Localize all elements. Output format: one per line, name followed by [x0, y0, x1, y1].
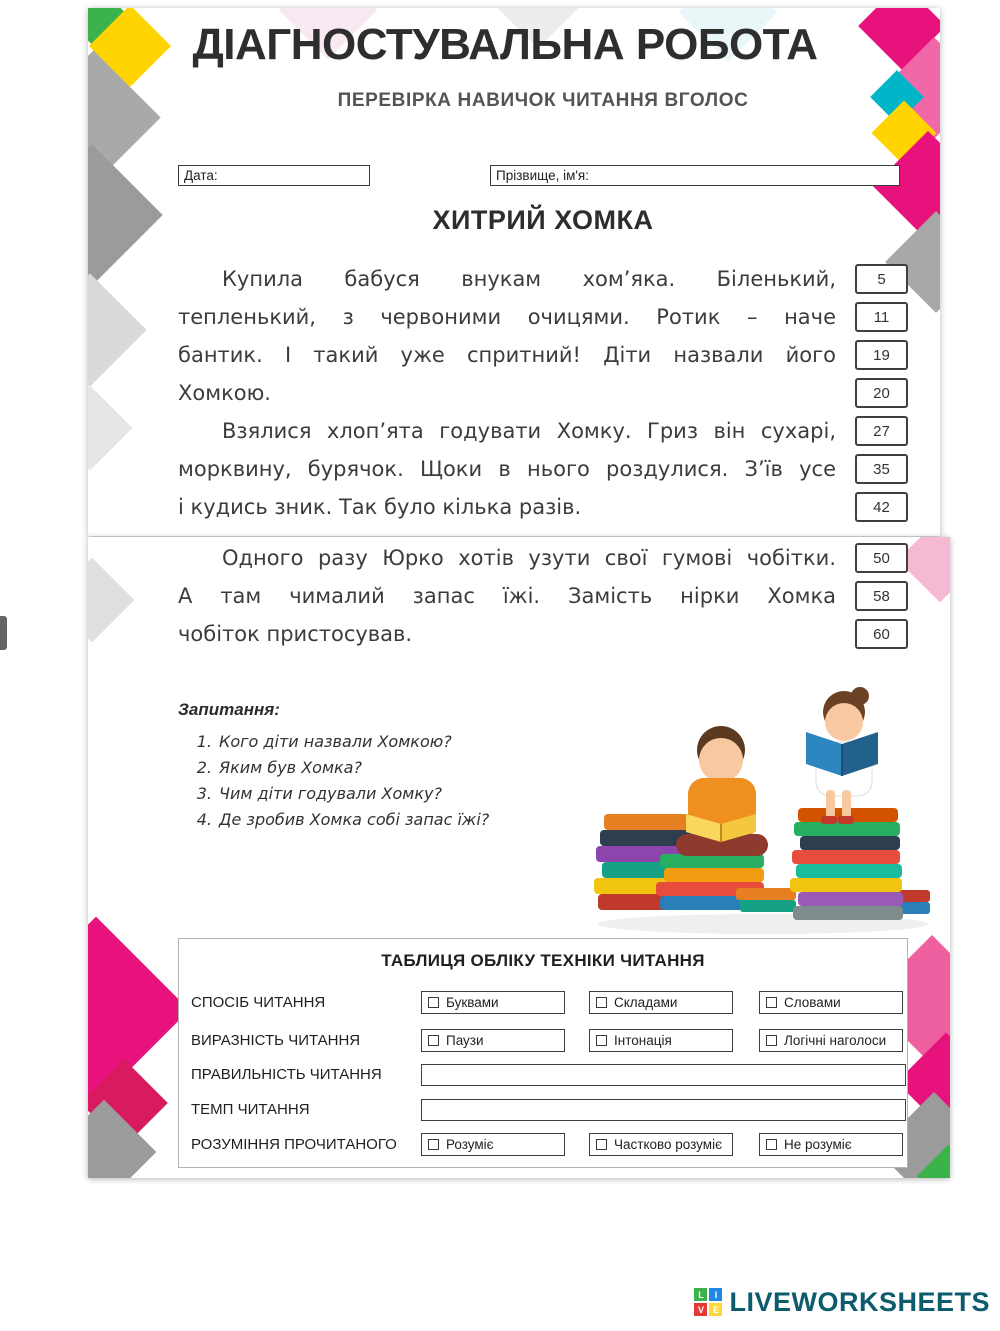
story-text	[178, 260, 908, 653]
story-line-text: морквину, бурячок. Щоки в нього роздулися. З’їв усе	[178, 457, 836, 481]
table-row	[191, 1098, 909, 1122]
story-line-text: Купила бабуся внукам хом’яка. Біленький,	[222, 267, 836, 291]
reading-technique-table	[178, 938, 908, 1168]
option-checkbox-box[interactable]	[589, 1029, 733, 1052]
story-line	[178, 298, 908, 336]
option-checkbox-box[interactable]	[421, 1029, 565, 1052]
question-item	[196, 728, 556, 754]
date-input-label: Дата:	[184, 168, 218, 183]
story-line-text: Хомкою.	[178, 381, 271, 405]
story-line-text: чобіток пристосував.	[178, 622, 413, 646]
table-title: ТАБЛИЦЯ ОБЛІКУ ТЕХНІКИ ЧИТАННЯ	[381, 951, 705, 970]
question-item	[196, 780, 556, 806]
logo-letter: L	[694, 1288, 707, 1301]
row-label: РОЗУМІННЯ ПРОЧИТАНОГО	[191, 1136, 397, 1153]
option-label: Буквами	[446, 995, 499, 1010]
row-label: ТЕМП ЧИТАННЯ	[191, 1101, 310, 1118]
brand-text: LIVEWORKSHEETS	[729, 1286, 990, 1317]
checkbox-icon[interactable]	[596, 1035, 607, 1046]
question-number: 3.	[196, 783, 212, 803]
story-line	[178, 450, 908, 488]
children-reading-illustration	[588, 650, 933, 940]
checkbox-icon[interactable]	[596, 997, 607, 1008]
question-number: 1.	[196, 731, 212, 751]
word-count-box: 35	[855, 454, 908, 484]
option-label: Інтонація	[614, 1033, 672, 1048]
page-subtitle: ПЕРЕВІРКА НАВИЧОК ЧИТАННЯ ВГОЛОС	[337, 90, 749, 111]
option-label: Розуміє	[446, 1137, 494, 1152]
logo-letter: I	[709, 1288, 722, 1301]
answer-field[interactable]	[421, 1099, 906, 1121]
story-line-text: Взялися хлоп’ята годувати Хомку. Гриз він сухарі,	[222, 419, 836, 443]
checkbox-icon[interactable]	[428, 1139, 439, 1150]
option-label: Словами	[784, 995, 841, 1010]
question-text: Де зробив Хомка собі запас їжі?	[219, 809, 490, 829]
table-row	[191, 1063, 909, 1087]
story-title: ХИТРИЙ ХОМКА	[432, 205, 654, 235]
checkbox-icon[interactable]	[766, 1139, 777, 1150]
word-count-box: 19	[855, 340, 908, 370]
story-line	[178, 577, 908, 615]
question-number: 4.	[196, 809, 212, 829]
name-input-label: Прізвище, ім'я:	[496, 168, 589, 183]
word-count-box: 58	[855, 581, 908, 611]
word-count-box: 5	[855, 264, 908, 294]
option-checkbox-box[interactable]	[589, 1133, 733, 1156]
questions-list	[196, 728, 556, 832]
page-title: ДІАГНОСТУВАЛЬНА РОБОТА	[192, 20, 818, 69]
row-label: ПРАВИЛЬНІСТЬ ЧИТАННЯ	[191, 1066, 382, 1083]
name-input[interactable]	[490, 165, 900, 186]
checkbox-icon[interactable]	[766, 997, 777, 1008]
option-checkbox-box[interactable]	[759, 991, 903, 1014]
table-row	[191, 991, 909, 1015]
story-line-text: і кудись зник. Так було кілька разів.	[178, 495, 582, 519]
story-line	[178, 336, 908, 374]
option-label: Складами	[614, 995, 678, 1010]
date-input[interactable]	[178, 165, 370, 186]
story-line	[178, 260, 908, 298]
questions-heading: Запитання:	[178, 700, 280, 719]
option-checkbox-box[interactable]	[759, 1133, 903, 1156]
checkbox-icon[interactable]	[428, 1035, 439, 1046]
checkbox-icon[interactable]	[428, 997, 439, 1008]
story-line-text: тепленький, з червоними очицями. Ротик – наче	[178, 305, 836, 329]
word-count-box: 50	[855, 543, 908, 573]
question-item	[196, 754, 556, 780]
question-text: Яким був Хомка?	[219, 757, 362, 777]
story-line	[178, 615, 908, 653]
story-line	[178, 488, 908, 526]
story-line	[178, 374, 908, 412]
word-count-box: 60	[855, 619, 908, 649]
answer-field[interactable]	[421, 1064, 906, 1086]
checkbox-icon[interactable]	[596, 1139, 607, 1150]
row-label: СПОСІБ ЧИТАННЯ	[191, 994, 326, 1011]
option-checkbox-box[interactable]	[759, 1029, 903, 1052]
word-count-box: 42	[855, 492, 908, 522]
table-row	[191, 1029, 909, 1053]
checkbox-icon[interactable]	[766, 1035, 777, 1046]
story-line-text: бантик. І такий уже спритний! Діти назвали його	[178, 343, 836, 367]
story-line	[178, 539, 908, 577]
option-label: Не розуміє	[784, 1137, 852, 1152]
question-item	[196, 806, 556, 832]
logo-letter: E	[709, 1303, 722, 1316]
word-count-box: 27	[855, 416, 908, 446]
option-checkbox-box[interactable]	[421, 1133, 565, 1156]
option-checkbox-box[interactable]	[589, 991, 733, 1014]
option-label: Частково розуміє	[614, 1137, 722, 1152]
row-label: ВИРАЗНІСТЬ ЧИТАННЯ	[191, 1032, 361, 1049]
table-row	[191, 1133, 909, 1157]
word-count-box: 11	[855, 302, 908, 332]
logo-letter: V	[694, 1303, 707, 1316]
question-number: 2.	[196, 757, 212, 777]
word-count-box: 20	[855, 378, 908, 408]
option-checkbox-box[interactable]	[421, 991, 565, 1014]
story-line-text: Одного разу Юрко хотів узути свої гумові чобітки.	[222, 546, 836, 570]
question-text: Чим діти годували Хомку?	[219, 783, 442, 803]
option-label: Паузи	[446, 1033, 484, 1048]
question-text: Кого діти назвали Хомкою?	[219, 731, 452, 751]
story-line	[178, 412, 908, 450]
story-line-text: А там чималий запас їжі. Замість нірки Хомка	[178, 584, 836, 608]
option-label: Логічні наголоси	[784, 1033, 887, 1048]
